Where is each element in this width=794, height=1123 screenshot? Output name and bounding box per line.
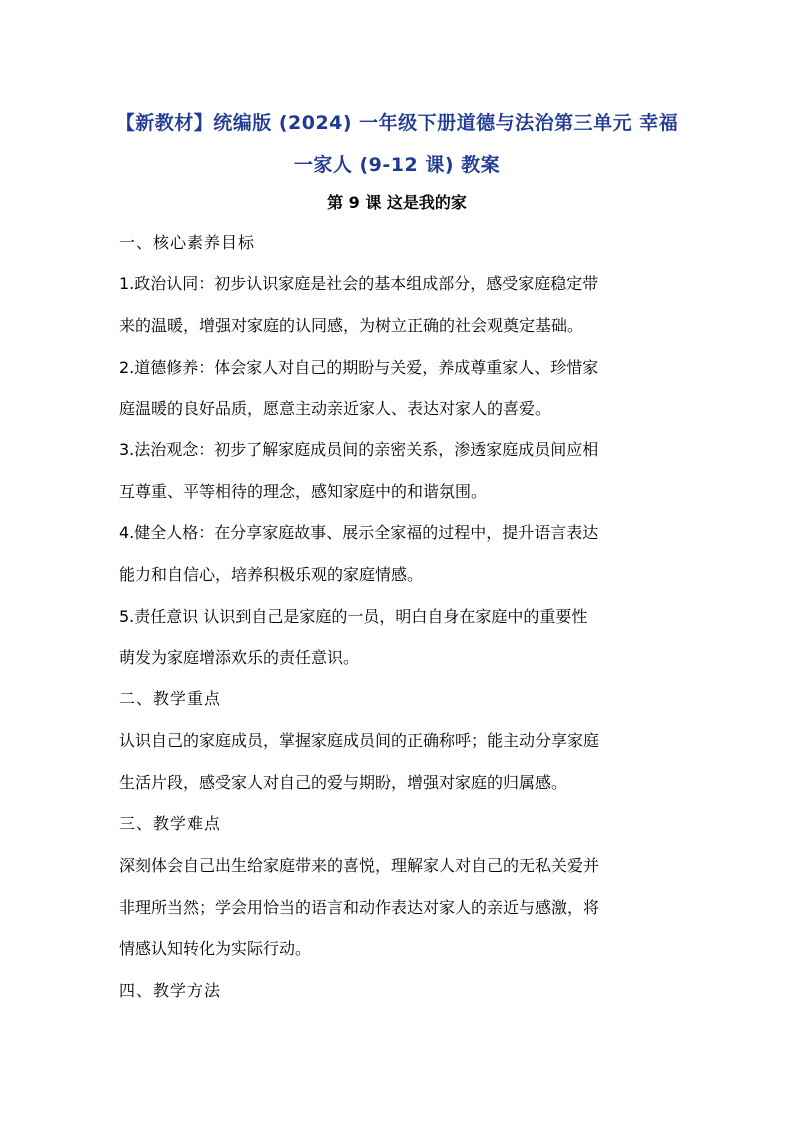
goal-3-line-1: 3.法治观念：初步了解家庭成员间的亲密关系，渗透家庭成员间应相 [119,440,599,459]
key-points-line-2: 生活片段，感受家人对自己的爱与期盼，增强对家庭的归属感。 [119,773,568,792]
goal-2-line-1: 2.道德修养：体会家人对自己的期盼与关爱，养成尊重家人、珍惜家 [119,358,599,377]
section-heading-difficulties: 三、教学难点 [119,814,222,833]
goal-3-line-2: 互尊重、平等相待的理念，感知家庭中的和谐氛围。 [119,482,488,501]
goal-1-line-1: 1.政治认同：初步认识家庭是社会的基本组成部分，感受家庭稳定带 [119,274,599,293]
document-title-line-2: 一家人 (9-12 课) 教案 [293,154,501,176]
goal-5-line-2: 萌发为家庭增添欢乐的责任意识。 [119,648,360,667]
lesson-title: 第 9 课 这是我的家 [327,193,467,212]
goal-2-line-2: 庭温暖的良好品质，愿意主动亲近家人、表达对家人的喜爱。 [119,399,552,418]
key-points-line-1: 认识自己的家庭成员，掌握家庭成员间的正确称呼；能主动分享家庭 [119,731,600,750]
section-heading-key-points: 二、教学重点 [119,689,222,708]
difficulties-line-3: 情感认知转化为实际行动。 [119,939,312,958]
difficulties-line-1: 深刻体会自己出生给家庭带来的喜悦，理解家人对自己的无私关爱并 [119,856,600,875]
goal-1-line-2: 来的温暖，增强对家庭的认同感，为树立正确的社会观奠定基础。 [119,316,584,335]
difficulties-line-2: 非理所当然；学会用恰当的语言和动作表达对家人的亲近与感激，将 [119,898,600,917]
goal-5-line-1: 5.责任意识 认识到自己是家庭的一员，明白自身在家庭中的重要性 [119,607,588,626]
goal-4-line-1: 4.健全人格：在分享家庭故事、展示全家福的过程中，提升语言表达 [119,523,599,542]
section-heading-core-goals: 一、核心素养目标 [119,233,256,252]
goal-4-line-2: 能力和自信心，培养积极乐观的家庭情感。 [119,565,424,584]
section-heading-methods: 四、教学方法 [119,981,222,1000]
document-title-line-1: 【新教材】统编版 (2024) 一年级下册道德与法治第三单元 幸福 [115,112,679,134]
